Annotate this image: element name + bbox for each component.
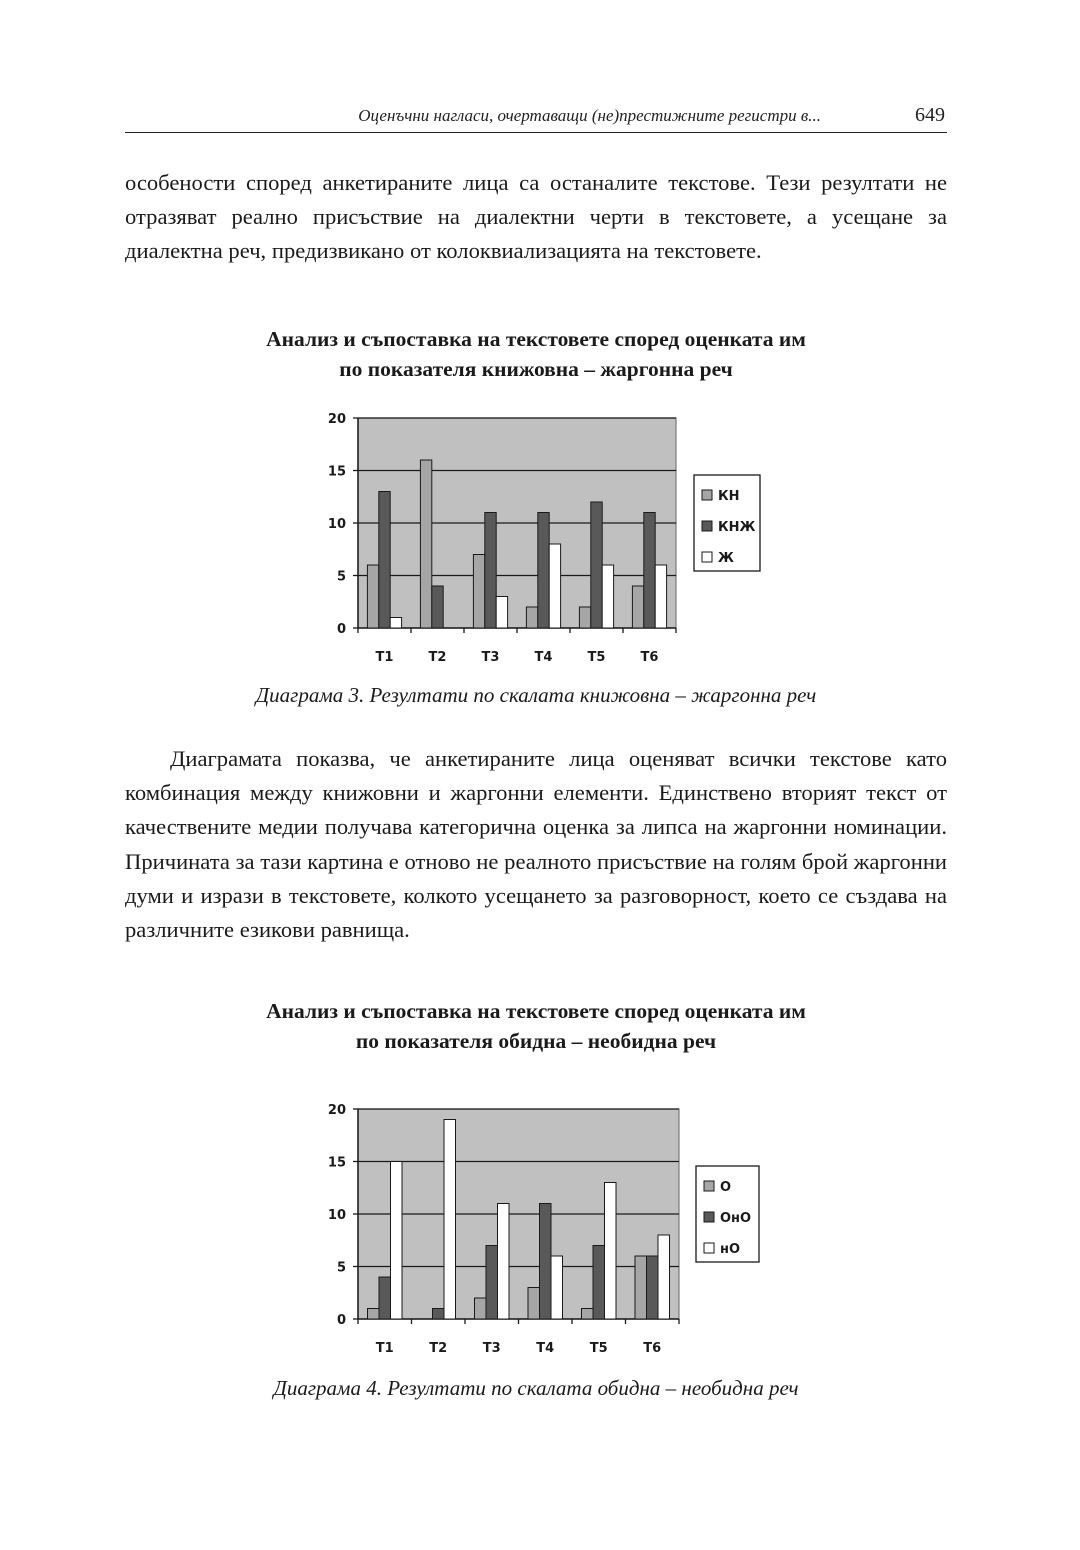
legend-label: ОнО	[720, 1211, 752, 1226]
bar	[658, 1235, 670, 1319]
bar	[485, 513, 496, 629]
bar	[432, 586, 443, 628]
section-heading-1-line1: Анализ и съпоставка на текстовете според оценката им	[266, 327, 806, 351]
section-heading-1	[125, 324, 947, 384]
bar	[632, 586, 643, 628]
y-tick-label: 5	[336, 569, 346, 585]
bar	[390, 618, 401, 629]
bar	[432, 1309, 444, 1320]
y-tick-label: 15	[327, 1155, 346, 1171]
y-tick-label: 10	[327, 1208, 346, 1223]
x-tick-label: Т2	[429, 1341, 448, 1356]
paragraph-1: особености според анкетираните лица са останалите текстове. Тези резултати не отразяват реално присъствие на диалектни черти в текстовете, а усещане за диалектна реч, предизвикано от колоквиализацията на текстовете.	[125, 170, 947, 264]
bar	[474, 1298, 486, 1319]
bar	[655, 565, 666, 628]
bar	[444, 1120, 456, 1320]
bar	[420, 460, 431, 628]
bar	[644, 513, 655, 629]
legend-swatch	[704, 1181, 714, 1191]
bar	[605, 1183, 617, 1320]
bar	[591, 502, 602, 628]
bar	[391, 1162, 403, 1320]
legend-swatch	[704, 1212, 714, 1222]
paragraph-2: Диаграмата показва, че анкетираните лица оценяват всички текстове като комбинация между книжовни и жаргонни елементи. Единствено вторият текст от качествените медии получава категорична оценка за липса на жаргонни номинации. Причината за тази картина е отново не реалното присъствие на голям брой жаргонни думи и изрази в текстовете, колкото усещането за разговорност, което се създава на различните езикови равнища.	[125, 746, 947, 943]
bar	[581, 1309, 593, 1320]
section-heading-2-line2: по показателя обидна – необидна реч	[355, 1029, 717, 1053]
bar	[367, 565, 378, 628]
bar	[579, 607, 590, 628]
bar	[367, 1309, 379, 1320]
x-tick-label: Т5	[587, 650, 606, 665]
legend-swatch	[702, 552, 712, 562]
bar	[526, 607, 537, 628]
running-head	[125, 100, 947, 133]
bar	[379, 1277, 391, 1319]
x-tick-label: Т4	[536, 1341, 555, 1356]
chart-diagram-3	[310, 405, 780, 670]
bar	[473, 555, 484, 629]
x-tick-label: Т1	[375, 650, 394, 665]
x-tick-label: Т3	[481, 650, 500, 665]
x-tick-label: Т4	[534, 650, 553, 665]
bar	[549, 544, 560, 628]
bar	[379, 492, 390, 629]
legend-label: КНЖ	[718, 520, 756, 535]
chart-diagram-4	[310, 1095, 780, 1360]
y-tick-label: 0	[336, 622, 346, 637]
y-tick-label: 5	[336, 1260, 346, 1276]
bar	[551, 1256, 563, 1319]
y-tick-label: 20	[327, 412, 346, 427]
legend-swatch	[702, 490, 712, 500]
x-tick-label: Т1	[375, 1341, 394, 1356]
bar	[538, 513, 549, 629]
caption-diagram-3: Диаграма 3. Резултати по скалата книжовна – жаргонна реч	[255, 683, 817, 707]
running-title: Оценъчни нагласи, очертаващи (не)престижните регистри в...	[358, 106, 821, 125]
x-tick-label: Т2	[428, 650, 447, 665]
section-heading-2	[125, 996, 947, 1056]
legend-label: Ж	[718, 551, 734, 566]
y-tick-label: 10	[327, 517, 346, 532]
legend-label: О	[720, 1180, 732, 1195]
y-tick-label: 0	[336, 1313, 346, 1328]
bar	[602, 565, 613, 628]
section-heading-1-line2: по показателя книжовна – жаргонна реч	[339, 357, 733, 381]
section-heading-2-line1: Анализ и съпоставка на текстовете според оценката им	[266, 999, 806, 1023]
bar	[539, 1204, 551, 1320]
x-tick-label: Т3	[482, 1341, 501, 1356]
bar	[498, 1204, 510, 1320]
y-tick-label: 20	[327, 1103, 346, 1118]
page-number: 649	[915, 104, 945, 126]
bar	[486, 1246, 498, 1320]
x-tick-label: Т6	[640, 650, 659, 665]
y-tick-label: 15	[327, 464, 346, 480]
bar	[496, 597, 507, 629]
legend-label: нО	[720, 1242, 741, 1257]
x-tick-label: Т6	[643, 1341, 662, 1356]
legend-label: КН	[718, 489, 740, 504]
x-tick-label: Т5	[589, 1341, 608, 1356]
caption-diagram-4: Диаграма 4. Резултати по скалата обидна – необидна реч	[273, 1376, 799, 1400]
bar	[593, 1246, 605, 1320]
bar	[646, 1256, 658, 1319]
bar	[635, 1256, 647, 1319]
bar	[528, 1288, 540, 1320]
legend-swatch	[704, 1243, 714, 1253]
legend-swatch	[702, 521, 712, 531]
